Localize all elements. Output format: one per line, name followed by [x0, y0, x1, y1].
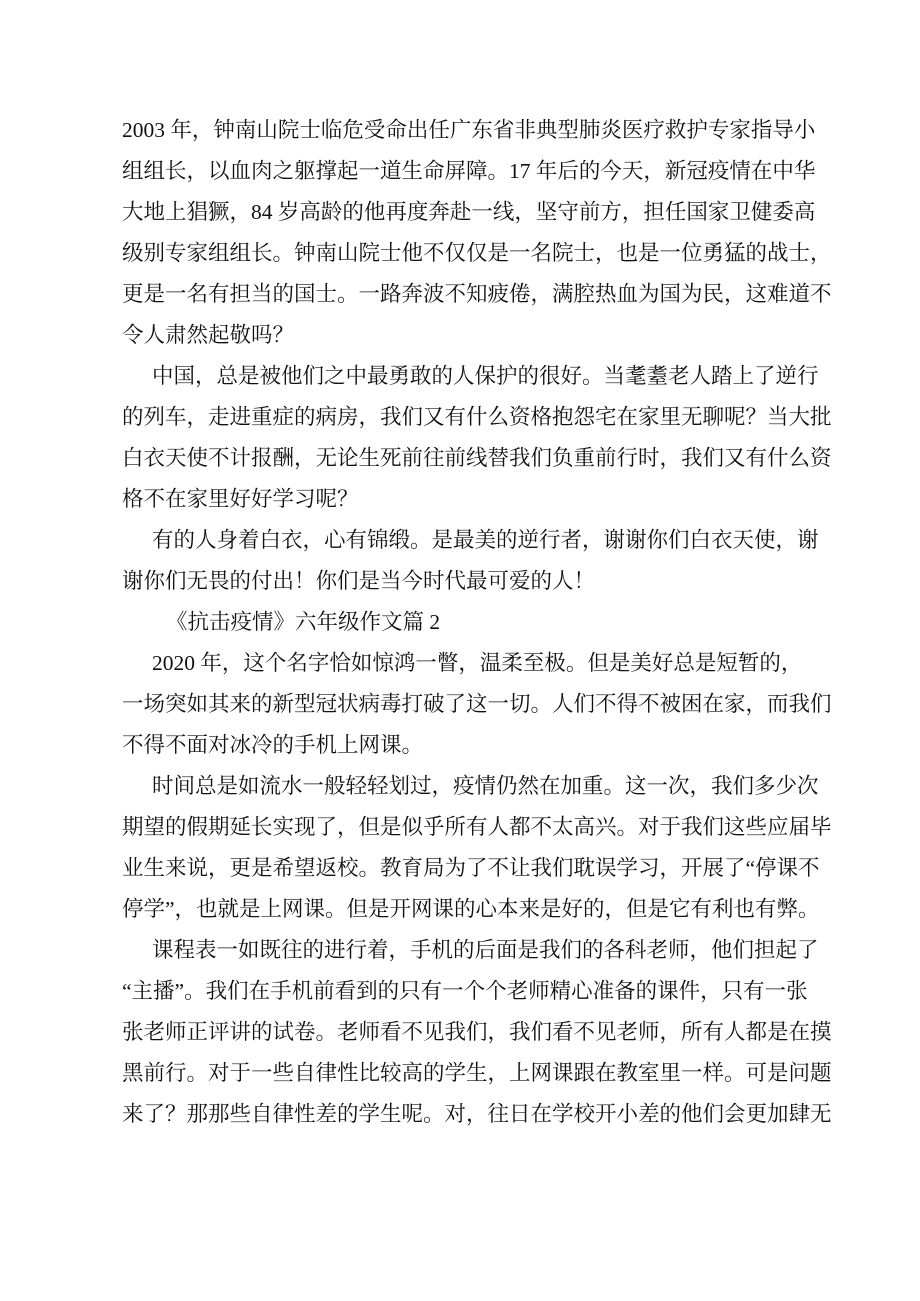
text-line: 白衣天使不计报酬，无论生死前往前线替我们负重前行时，我们又有什么资: [122, 446, 832, 470]
text-line: 的列车，走进重症的病房，我们又有什么资格抱怨宅在家里无聊呢？当大批: [122, 405, 832, 429]
text-line: 不得不面对冰冷的手机上网课。: [122, 733, 424, 757]
text-line: 令人肃然起敬吗？: [122, 323, 295, 347]
text-line: 课程表一如既往的进行着，手机的后面是我们的各科老师，他们担起了: [152, 938, 819, 962]
text-line: 大地上猖獗，84 岁高龄的他再度奔赴一线，坚守前方，担任国家卫健委高: [122, 200, 816, 224]
paragraph: [122, 356, 832, 520]
text-line: 业生来说，更是希望返校。教育局为了不让我们耽误学习，开展了“停课不: [122, 856, 820, 880]
text-line: 张老师正评讲的试卷。老师看不见我们，我们看不见老师，所有人都是在摸: [122, 1020, 832, 1044]
text-line: 格不在家里好好学习呢？: [122, 487, 359, 511]
text-line: 期望的假期延长实现了，但是似乎所有人都不太高兴。对于我们这些应届毕: [122, 815, 832, 839]
document-page: [122, 110, 832, 1135]
paragraph: [122, 643, 832, 766]
text-line: 组组长，以血肉之躯撑起一道生命屏障。17 年后的今天，新冠疫情在中华: [122, 159, 816, 183]
text-line: 级别专家组组长。钟南山院士他不仅仅是一名院士，也是一位勇猛的战士，: [122, 241, 832, 265]
text-line: 黑前行。对于一些自律性比较高的学生，上网课跟在教室里一样。可是问题: [122, 1061, 832, 1085]
paragraph: [122, 930, 832, 1135]
text-line: 2020 年，这个名字恰如惊鸿一瞥，温柔至极。但是美好总是短暂的，: [152, 651, 803, 675]
text-line: 来了？那那些自律性差的学生呢。对，往日在学校开小差的他们会更加肆无: [122, 1102, 832, 1126]
text-line: 停学”，也就是上网课。但是开网课的心本来是好的，但是它有利也有弊。: [122, 897, 820, 921]
section-title: [122, 602, 796, 643]
text-line: 2003 年，钟南山院士临危受命出任广东省非典型肺炎医疗救护专家指导小: [122, 118, 816, 142]
paragraph: [122, 766, 832, 930]
text-line: 中国，总是被他们之中最勇敢的人保护的很好。当耄耋老人踏上了逆行: [152, 364, 819, 388]
text-line: “主播”。我们在手机前看到的只有一个个老师精心准备的课件，只有一张: [122, 979, 808, 1003]
text-line: 有的人身着白衣，心有锦缎。是最美的逆行者，谢谢你们白衣天使，谢: [152, 528, 819, 552]
text-line: 谢你们无畏的付出！你们是当今时代最可爱的人！: [122, 569, 596, 593]
paragraph: [122, 520, 819, 602]
text-line: 《抗击疫情》六年级作文篇 2: [166, 610, 441, 634]
text-line: 一场突如其来的新型冠状病毒打破了这一切。人们不得不被困在家，而我们: [122, 692, 832, 716]
text-line: 时间总是如流水一般轻轻划过，疫情仍然在加重。这一次，我们多少次: [152, 774, 819, 798]
paragraph: [122, 110, 832, 356]
text-line: 更是一名有担当的国士。一路奔波不知疲倦，满腔热血为国为民，这难道不: [122, 282, 832, 306]
